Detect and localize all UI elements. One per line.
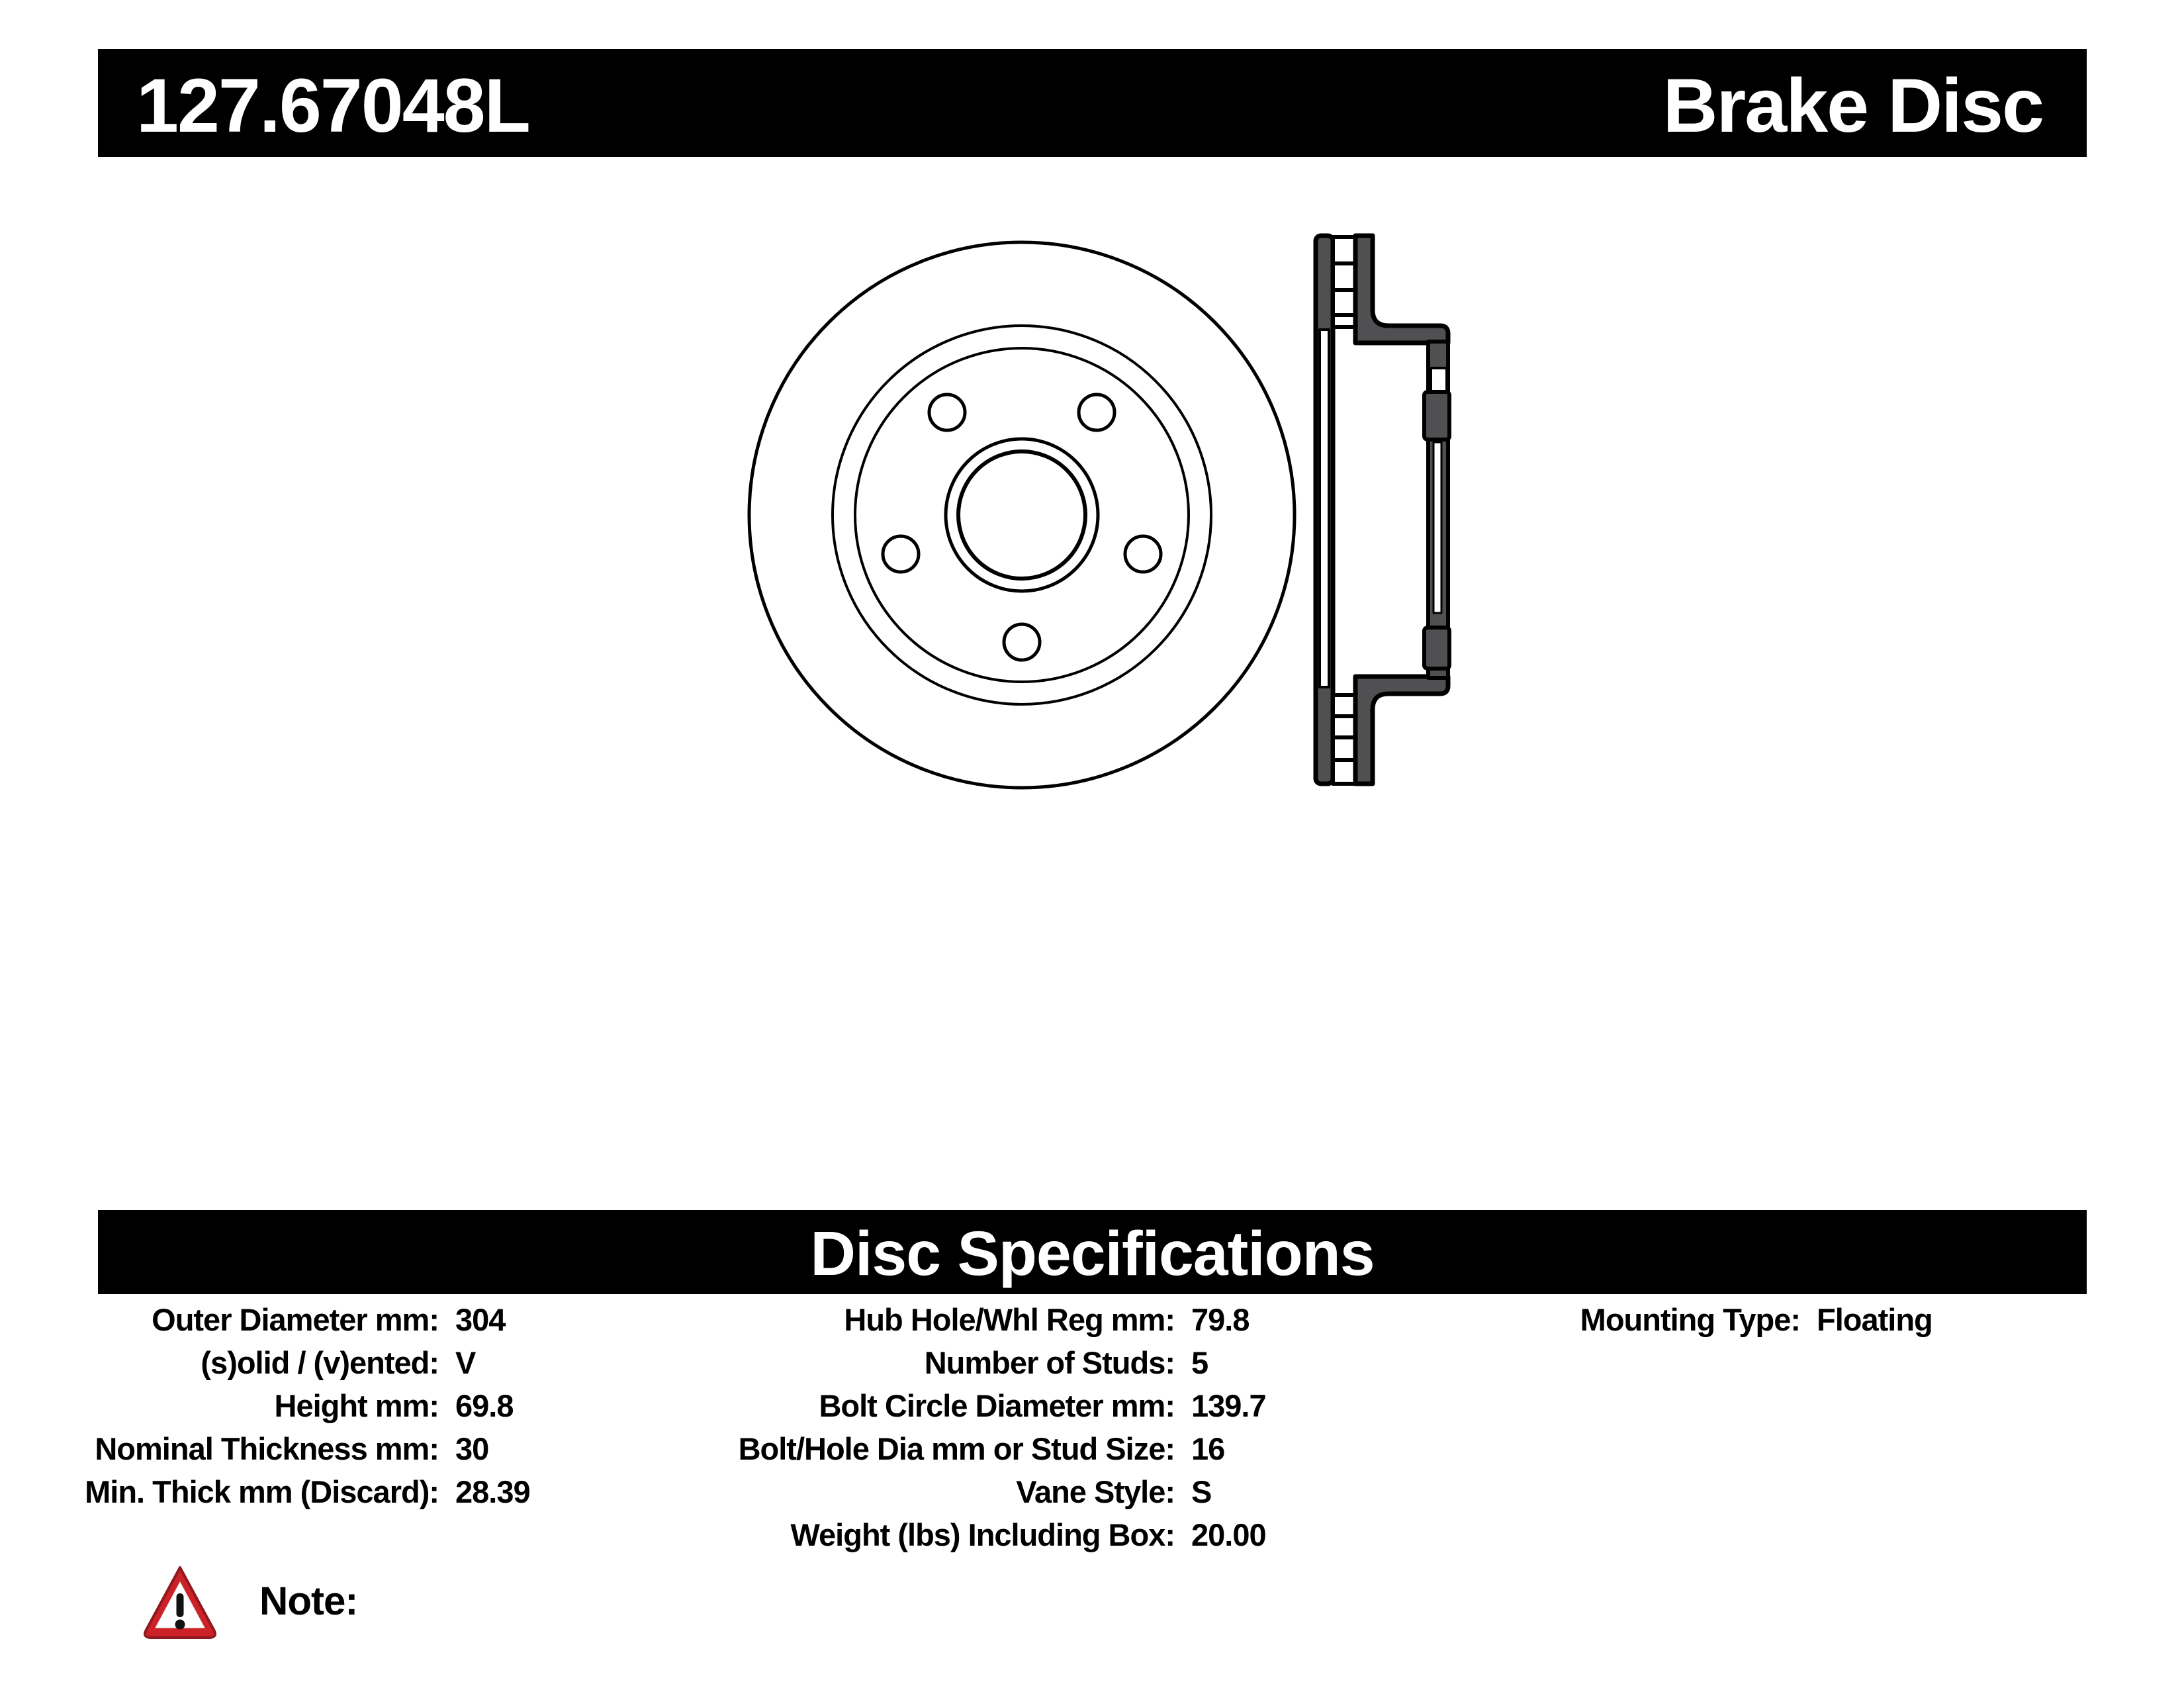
spec-value: Floating — [1817, 1301, 1933, 1337]
flange-notch — [1431, 368, 1447, 392]
hat-rim — [855, 348, 1189, 682]
spec-label: Height mm: — [274, 1387, 439, 1423]
spec-label: Bolt Circle Diameter mm: — [819, 1387, 1175, 1423]
plate-section-gap — [1320, 330, 1329, 687]
spec-value: V — [455, 1344, 476, 1380]
spec-label: Nominal Thickness mm: — [95, 1430, 439, 1466]
spec-value: 79.8 — [1191, 1301, 1250, 1337]
spec-row — [40, 1470, 530, 1513]
product-type-title: Brake Disc — [1662, 64, 2043, 148]
spec-value: 69.8 — [455, 1387, 514, 1423]
stud-hole — [1079, 395, 1115, 430]
stud-hole — [1125, 536, 1161, 572]
spec-value: S — [1191, 1474, 1212, 1509]
spec-row — [688, 1470, 1211, 1513]
spec-row — [40, 1383, 513, 1427]
stud-section-lower — [1424, 628, 1449, 669]
warning-triangle-icon — [141, 1562, 219, 1643]
note-label: Note: — [259, 1579, 358, 1623]
spec-value: 304 — [455, 1301, 506, 1337]
header-bar — [98, 49, 2087, 157]
spec-label: Hub Hole/Whl Reg mm: — [844, 1301, 1175, 1337]
part-number: 127.67048L — [136, 64, 529, 148]
hat-bottom-step — [1355, 677, 1448, 784]
spec-row — [688, 1297, 1249, 1341]
spec-value: 30 — [455, 1430, 489, 1466]
hub-hole-inner — [958, 451, 1085, 579]
spec-row — [40, 1340, 475, 1384]
spec-label: Vane Style: — [1016, 1474, 1175, 1509]
spec-label: Number of Studs: — [924, 1344, 1175, 1380]
stud-hole — [883, 536, 919, 572]
spec-label: Outer Diameter mm: — [152, 1301, 439, 1337]
stud-hole — [929, 395, 965, 430]
stud-hole — [1004, 624, 1040, 660]
spec-value: 20.00 — [1191, 1517, 1266, 1552]
spec-label: Min. Thick mm (Discard): — [85, 1474, 439, 1509]
spec-label: Bolt/Hole Dia mm or Stud Size: — [738, 1430, 1175, 1466]
spec-label: (s)olid / (v)ented: — [201, 1344, 439, 1380]
hub-hole-outer — [946, 439, 1098, 591]
disc-outer-edge — [749, 242, 1295, 788]
spec-value: 5 — [1191, 1344, 1208, 1380]
stud-section-upper — [1424, 392, 1449, 440]
hat-top-step — [1355, 236, 1448, 343]
section-title: Disc Specifications — [810, 1219, 1375, 1289]
spec-label: Mounting Type: — [1580, 1301, 1800, 1337]
spec-value: 28.39 — [455, 1474, 530, 1509]
spec-value: 139.7 — [1191, 1387, 1266, 1423]
spec-row — [688, 1383, 1266, 1427]
brake-disc-side-view-drawing — [1294, 218, 1459, 801]
section-bar — [98, 1210, 2087, 1294]
brake-disc-front-view-drawing — [728, 218, 1317, 814]
spec-row — [40, 1427, 488, 1470]
spec-row — [40, 1297, 505, 1341]
spec-row — [688, 1340, 1208, 1384]
spec-row — [1522, 1297, 1933, 1341]
spec-label: Weight (lbs) Including Box: — [790, 1517, 1175, 1552]
spec-value: 16 — [1191, 1430, 1225, 1466]
flange-wall-gap — [1433, 442, 1441, 613]
spec-row — [688, 1427, 1224, 1470]
spec-row — [688, 1513, 1266, 1556]
friction-band-inner-edge — [833, 326, 1211, 704]
